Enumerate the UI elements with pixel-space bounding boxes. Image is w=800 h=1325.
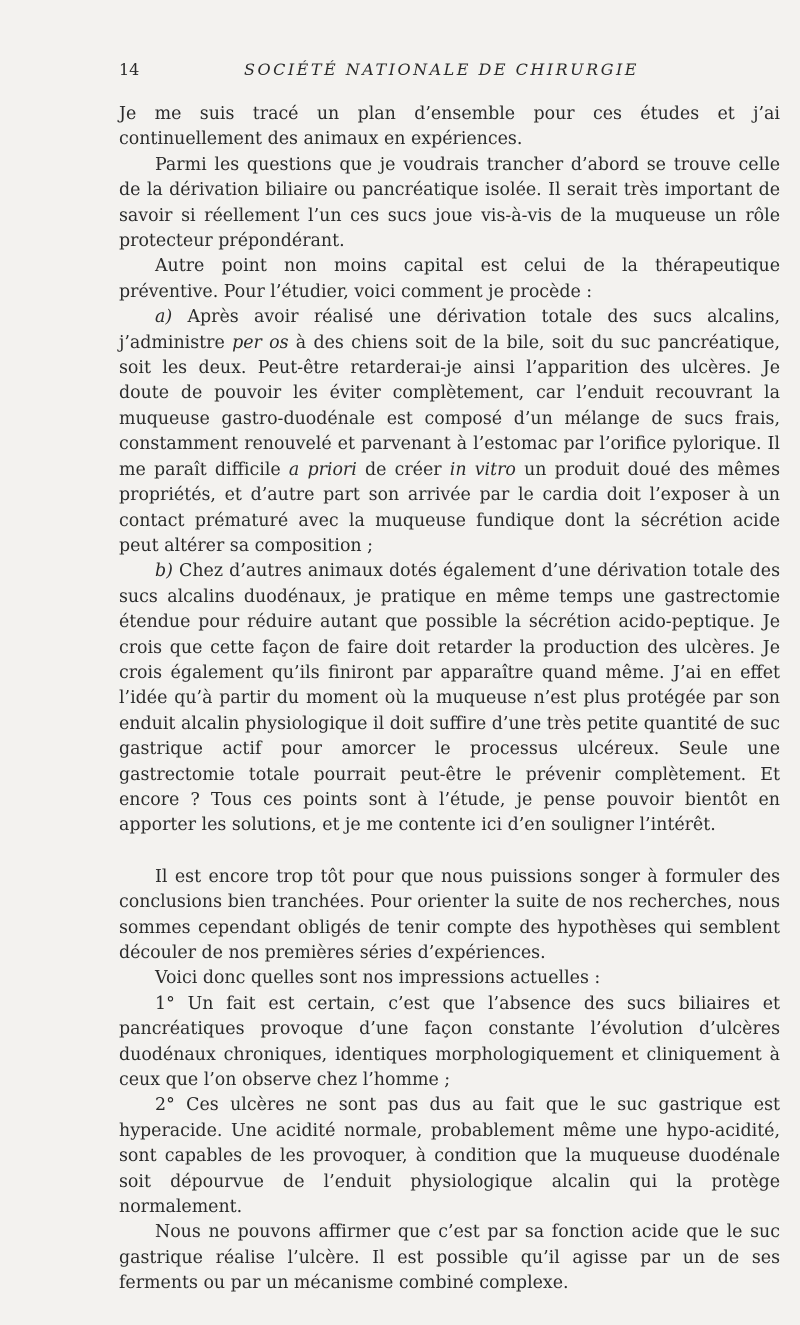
paragraph: Nous ne pouvons affirmer que c’est par sa fonction acide que le suc gastrique réalise l’ulcère. Il est possible qu’il agisse par un de ses ferments ou par un mécanisme combiné complexe. xyxy=(119,1222,780,1294)
paragraph: Voici donc quelles sont nos impressions actuelles : xyxy=(155,968,601,989)
body-text xyxy=(119,102,780,1297)
paragraph: Parmi les questions que je voudrais trancher d’abord se trouve celle de la dérivation biliaire ou pancréatique isolée. Il serait très important de savoir si réellement l’un ces sucs joue vis-à-vis de la muqueuse un rôle protecteur prépondérant. xyxy=(119,154,780,252)
paragraph: Autre point non moins capital est celui de la thérapeutique préventive. Pour l’étudier, voici comment je procède : xyxy=(119,256,780,302)
item-label: a) xyxy=(155,307,173,328)
running-title: SOCIÉTÉ NATIONALE DE CHIRURGIE xyxy=(244,60,639,79)
item-label: b) xyxy=(155,561,173,582)
paragraph: Je me suis tracé un plan d’ensemble pour ces études et j’ai continuellement des animaux en expériences. xyxy=(119,104,780,150)
paragraph-point-1: 1° Un fait est certain, c’est que l’absence des sucs biliaires et pancréatiques provoque d’une façon constante l’évolution d’ulcères duodénaux chroniques, identiques morphologiquement et cliniquement à ceux que l’on observe chez l’homme ; xyxy=(119,993,780,1091)
paragraph-item-b: b) Chez d’autres animaux dotés également d’une dérivation totale des sucs alcalins duodénaux, je pratique en même temps une gastrectomie étendue pour réduire autant que possible la sécrétion acido-peptique. Je crois que cette façon de faire doit retarder la production des ulcères. Je crois également qu’ils finiront par apparaître quand même. J’ai en effet l’idée qu’à partir du moment où la muqueuse n’est plus protégée par son enduit alcalin physiologique il doit suffire d’une très petite quantité de suc gastrique actif pour amorcer le processus ulcéreux. Seule une gastrectomie totale pourrait peut-être le prévenir complètement. Et encore ? Tous ces points sont à l’étude, je pense pouvoir bientôt en apporter les solutions, et je me contente ici d’en souligner l’intérêt. xyxy=(119,561,780,836)
paragraph-point-2: 2° Ces ulcères ne sont pas dus au fait que le suc gastrique est hyperacide. Une acidité normale, probablement même une hypo-acidité, sont capables de les provoquer, à condition que la muqueuse duodénale soit dépourvue de l’enduit physiologique alcalin qui la protège normalement. xyxy=(119,1095,780,1218)
page-header xyxy=(119,60,764,86)
paragraph: Il est encore trop tôt pour que nous puissions songer à formuler des conclusions bien tranchées. Pour orienter la suite de nos recherches, nous sommes cependant obligés de tenir compte des hypothèses qui semblent découler de nos premières séries d’expériences. xyxy=(119,866,780,963)
paragraph-item-a: a) Après avoir réalisé une dérivation totale des sucs alcalins, j’administre per os à des chiens soit de la bile, soit du suc pancréatique, soit les deux. Peut-être retarderai-je ainsi l’apparition des ulcères. Je doute de pouvoir les éviter complètement, car l’enduit recouvrant la muqueuse gastro-duodénale est composé d’un mélange de sucs frais, constamment renouvelé et parvenant à l’estomac par l’orifice pylorique. Il me paraît difficile a priori de créer in vitro un produit doué des mêmes propriétés, et d’autre part son arrivée par le cardia doit l’exposer à un contact prématuré avec la muqueuse fundique dont la sécrétion acide peut altérer sa composition ; xyxy=(119,307,780,556)
page-number: 14 xyxy=(119,60,140,79)
